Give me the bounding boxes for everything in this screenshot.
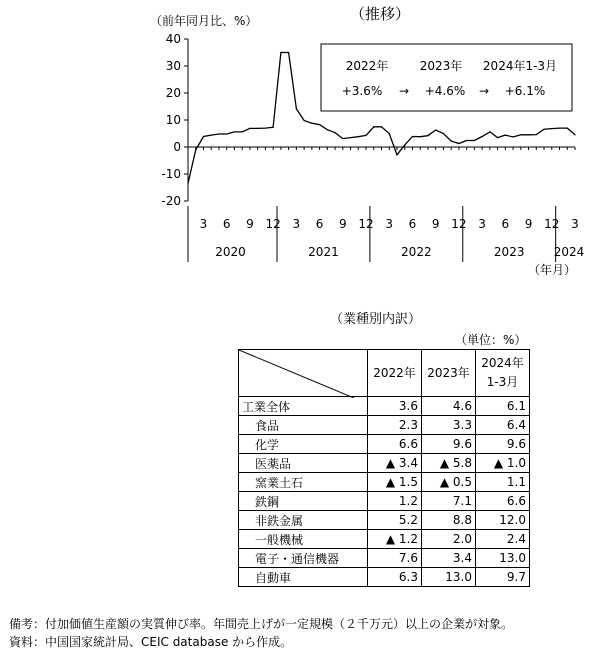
table-row xyxy=(239,530,530,549)
month-tick-label: 3 xyxy=(199,217,208,231)
value-2022: 5.2 xyxy=(368,511,422,530)
industry-name: 窯業土石 xyxy=(239,473,368,492)
value-2022: 1.2 xyxy=(368,492,422,511)
data-point xyxy=(474,140,475,141)
value-2023: 3.4 xyxy=(422,549,476,568)
data-point xyxy=(551,128,552,129)
month-tick-label: 6 xyxy=(501,217,510,231)
value-2023: ▲ 0.5 xyxy=(422,473,476,492)
industry-name: 工業全体 xyxy=(239,397,368,416)
data-point xyxy=(466,140,467,141)
y-tick-label: 10 xyxy=(165,113,181,127)
value-2023: ▲ 5.8 xyxy=(422,454,476,473)
diagonal-line xyxy=(239,350,354,398)
value-2022: 7.6 xyxy=(368,549,422,568)
value-2023: 4.6 xyxy=(422,397,476,416)
value-2024-q1: 9.7 xyxy=(476,568,530,587)
header-diagonal-cell xyxy=(239,350,368,397)
data-point xyxy=(350,137,351,138)
data-point xyxy=(458,143,459,144)
value-2023: 9.6 xyxy=(422,435,476,454)
y-tick-label: 40 xyxy=(165,32,181,46)
data-point xyxy=(412,136,413,137)
data-point xyxy=(567,128,568,129)
data-point xyxy=(319,124,320,125)
data-point xyxy=(389,133,390,134)
table-row xyxy=(239,492,530,511)
annotation-arrow-1: → xyxy=(398,84,410,98)
data-point xyxy=(234,131,235,132)
data-point xyxy=(396,154,397,155)
industry-name: 化学 xyxy=(239,435,368,454)
data-point xyxy=(489,131,490,132)
y-axis-label: （前年同月比、%） xyxy=(150,14,258,28)
data-point xyxy=(528,134,529,135)
remark-note: 備考：付加価値生産額の実質伸び率。年間売上げが一定規模（２千万元）以上の企業が対象。 xyxy=(9,617,514,631)
header-2023: 2023年 xyxy=(422,350,476,397)
value-2022: 3.6 xyxy=(368,397,422,416)
data-point xyxy=(242,131,243,132)
value-2024-q1: 6.6 xyxy=(476,492,530,511)
data-point xyxy=(265,128,266,129)
table-row xyxy=(239,397,530,416)
data-point xyxy=(435,129,436,130)
value-2022: ▲ 3.4 xyxy=(368,454,422,473)
value-2024-q1: 12.0 xyxy=(476,511,530,530)
annotation-arrow-2: → xyxy=(478,84,490,98)
month-tick-label: 12 xyxy=(265,217,281,231)
value-2024-q1: 9.6 xyxy=(476,435,530,454)
y-tick-label: 30 xyxy=(165,59,181,73)
annotation-year-2023: 2023年 xyxy=(419,59,463,73)
data-point xyxy=(296,108,297,109)
data-point xyxy=(273,127,274,128)
value-2022: 2.3 xyxy=(368,416,422,435)
data-point xyxy=(249,128,250,129)
data-point xyxy=(427,135,428,136)
month-tick-label: 3 xyxy=(292,217,301,231)
data-point xyxy=(311,123,312,124)
industry-name: 自動車 xyxy=(239,568,368,587)
industry-name: 一般機械 xyxy=(239,530,368,549)
table-row xyxy=(239,435,530,454)
header-2024-q1 xyxy=(476,350,530,397)
data-point xyxy=(195,149,196,150)
annotation-value-2024: +6.1% xyxy=(504,84,546,98)
annotation-year-2024: 2024年1-3月 xyxy=(482,59,558,73)
x-axis-label: （年月） xyxy=(528,263,577,277)
data-point xyxy=(420,136,421,137)
y-tick-label: -10 xyxy=(161,167,181,181)
value-2023: 2.0 xyxy=(422,530,476,549)
industry-name: 食品 xyxy=(239,416,368,435)
table-row xyxy=(239,511,530,530)
industry-name: 電子・通信機器 xyxy=(239,549,368,568)
month-tick-label: 12 xyxy=(544,217,560,231)
value-2024-q1: 6.1 xyxy=(476,397,530,416)
annotation-value-2022: +3.6% xyxy=(341,84,383,98)
data-point xyxy=(280,52,281,53)
table-row xyxy=(239,549,530,568)
industry-name: 鉄鋼 xyxy=(239,492,368,511)
source-note: 資料：中国国家統計局、CEIC database から作成。 xyxy=(9,635,293,649)
data-point xyxy=(497,137,498,138)
y-tick-label: 20 xyxy=(165,86,181,100)
month-tick-label: 9 xyxy=(246,217,254,231)
chart-title: （推移） xyxy=(349,5,411,23)
data-point xyxy=(451,140,452,141)
y-tick-label: 0 xyxy=(173,140,181,154)
data-point xyxy=(203,136,204,137)
data-point xyxy=(327,129,328,130)
data-point xyxy=(226,133,227,134)
value-2023: 13.0 xyxy=(422,568,476,587)
data-point xyxy=(373,126,374,127)
industry-name: 医薬品 xyxy=(239,454,368,473)
data-point xyxy=(443,133,444,134)
value-2024-q1: 13.0 xyxy=(476,549,530,568)
data-point xyxy=(512,136,513,137)
value-2023: 7.1 xyxy=(422,492,476,511)
annotation-year-2022: 2022年 xyxy=(345,59,389,73)
data-point xyxy=(342,138,343,139)
data-point xyxy=(536,134,537,135)
table-row xyxy=(239,416,530,435)
data-point xyxy=(358,136,359,137)
data-point xyxy=(288,52,289,53)
table-row xyxy=(239,473,530,492)
data-point xyxy=(334,132,335,133)
month-tick-label: 6 xyxy=(222,217,231,231)
year-label: 2023 xyxy=(493,245,525,259)
growth-annotation-box xyxy=(321,44,572,111)
month-tick-label: 3 xyxy=(385,217,394,231)
data-point xyxy=(505,135,506,136)
value-2024-q1: 1.1 xyxy=(476,473,530,492)
value-2022: ▲ 1.5 xyxy=(368,473,422,492)
month-tick-label: 3 xyxy=(478,217,486,231)
data-point xyxy=(520,134,521,135)
table-unit: （単位：%） xyxy=(455,333,527,347)
header-2022: 2022年 xyxy=(368,350,422,397)
year-label: 2020 xyxy=(215,245,246,259)
value-2023: 8.8 xyxy=(422,511,476,530)
month-tick-label: 12 xyxy=(451,217,467,231)
header-2024-line2: 1-3月 xyxy=(486,375,519,389)
table-title: （業種別内訳） xyxy=(330,312,422,327)
industry-name: 非鉄金属 xyxy=(239,511,368,530)
month-tick-label: 3 xyxy=(571,217,579,231)
data-point xyxy=(211,135,212,136)
data-point xyxy=(218,133,219,134)
year-label: 2021 xyxy=(308,245,339,259)
value-2024-q1: ▲ 1.0 xyxy=(476,454,530,473)
month-tick-label: 9 xyxy=(338,217,347,231)
data-point xyxy=(187,183,188,184)
month-tick-label: 12 xyxy=(358,217,374,231)
data-point xyxy=(304,120,305,121)
data-point xyxy=(543,129,544,130)
value-2023: 3.3 xyxy=(422,416,476,435)
header-2024-line1: 2024年 xyxy=(481,356,524,370)
table-row xyxy=(239,454,530,473)
table-row xyxy=(239,568,530,587)
data-point xyxy=(404,145,405,146)
month-tick-label: 9 xyxy=(431,217,440,231)
industry-breakdown-table xyxy=(238,349,530,587)
line-chart xyxy=(0,0,590,290)
data-point xyxy=(574,134,575,135)
table-header-row xyxy=(239,350,530,397)
data-point xyxy=(257,128,258,129)
value-2022: 6.6 xyxy=(368,435,422,454)
value-2024-q1: 2.4 xyxy=(476,530,530,549)
y-tick-label: -20 xyxy=(161,194,181,208)
month-tick-label: 6 xyxy=(315,217,324,231)
data-point xyxy=(482,136,483,137)
value-2024-q1: 6.4 xyxy=(476,416,530,435)
month-tick-label: 6 xyxy=(408,217,417,231)
data-point xyxy=(559,128,560,129)
year-label: 2022 xyxy=(401,245,432,259)
year-label: 2024 xyxy=(553,245,585,259)
month-tick-label: 9 xyxy=(524,217,533,231)
value-2022: ▲ 1.2 xyxy=(368,530,422,549)
annotation-value-2023: +4.6% xyxy=(424,84,466,98)
data-point xyxy=(381,126,382,127)
data-point xyxy=(365,135,366,136)
value-2022: 6.3 xyxy=(368,568,422,587)
